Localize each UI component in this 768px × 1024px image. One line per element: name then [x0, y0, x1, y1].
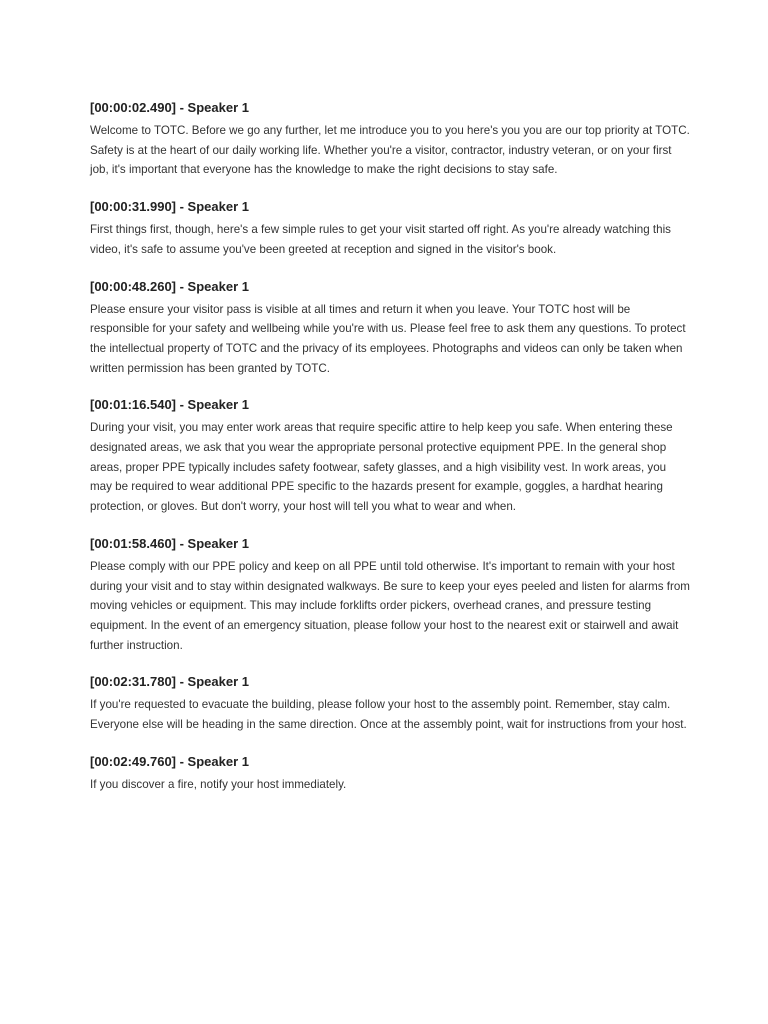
transcript-entry: [90, 198, 690, 259]
transcript-entry: [90, 396, 690, 517]
transcript-entry: [90, 673, 690, 734]
transcript-entry: [90, 535, 690, 656]
entry-timestamp-heading: [00:00:31.990] - Speaker 1: [90, 199, 249, 215]
entry-text: If you discover a fire, notify your host immediately.: [90, 777, 347, 791]
entry-text: If you're requested to evacuate the building, please follow your host to the assembly point. Remember, stay calm. Everyone else will be heading in the same direction. Once at the assembly point, wait for instructions from your host.: [90, 698, 687, 732]
transcript-page: [90, 99, 690, 812]
transcript-entry: [90, 99, 690, 180]
entry-text: Please ensure your visitor pass is visible at all times and return it when you leave. Your TOTC host will be responsible for your safety and wellbeing while you're with us. Please feel free to ask them any questions. To protect the intellectual property of TOTC and the privacy of its employees. Photographs and videos can only be taken when written permission has been granted by TOTC.: [90, 302, 686, 375]
entry-text: During your visit, you may enter work areas that require specific attire to help keep you safe. When entering these designated areas, we ask that you wear the appropriate personal protective equipment PPE. In the general shop areas, proper PPE typically includes safety footwear, safety glasses, and a high visibility vest. In work areas, you may be required to wear additional PPE specific to the hazards present for example, goggles, a hardhat hearing protection, or gloves. But don't worry, your host will tell you what to wear and when.: [90, 421, 673, 514]
entry-timestamp-heading: [00:01:16.540] - Speaker 1: [90, 397, 249, 413]
entry-timestamp-heading: [00:01:58.460] - Speaker 1: [90, 535, 249, 551]
transcript-entry: [90, 278, 690, 379]
entry-timestamp-heading: [00:02:49.760] - Speaker 1: [90, 753, 249, 769]
entry-timestamp-heading: [00:00:02.490] - Speaker 1: [90, 100, 249, 115]
transcript-entry: [90, 753, 690, 795]
entry-text: First things first, though, here's a few simple rules to get your visit started off right. As you're already watching this video, it's safe to assume you've been greeted at reception and signed in the visitor's book.: [90, 223, 671, 256]
entry-timestamp-heading: [00:00:48.260] - Speaker 1: [90, 278, 249, 294]
entry-text: Please comply with our PPE policy and keep on all PPE until told otherwise. It's important to remain with your host during your visit and to stay within designated walkways. Be sure to keep your eyes peeled and listen for alarms from moving vehicles or equipment. This may include forklifts order pickers, overhead cranes, and pressure testing equipment. In the event of an emergency situation, please follow your host to the nearest exit or stairwell and await further instruction.: [90, 559, 690, 652]
entry-text: Welcome to TOTC. Before we go any further, let me introduce you to you here's you you are our top priority at TOTC. Safety is at the heart of our daily working life. Whether you're a visitor, contractor, industry veteran, or on your first job, it's important that everyone has the knowledge to make the right decisions to stay safe.: [90, 124, 690, 177]
entry-timestamp-heading: [00:02:31.780] - Speaker 1: [90, 674, 249, 690]
